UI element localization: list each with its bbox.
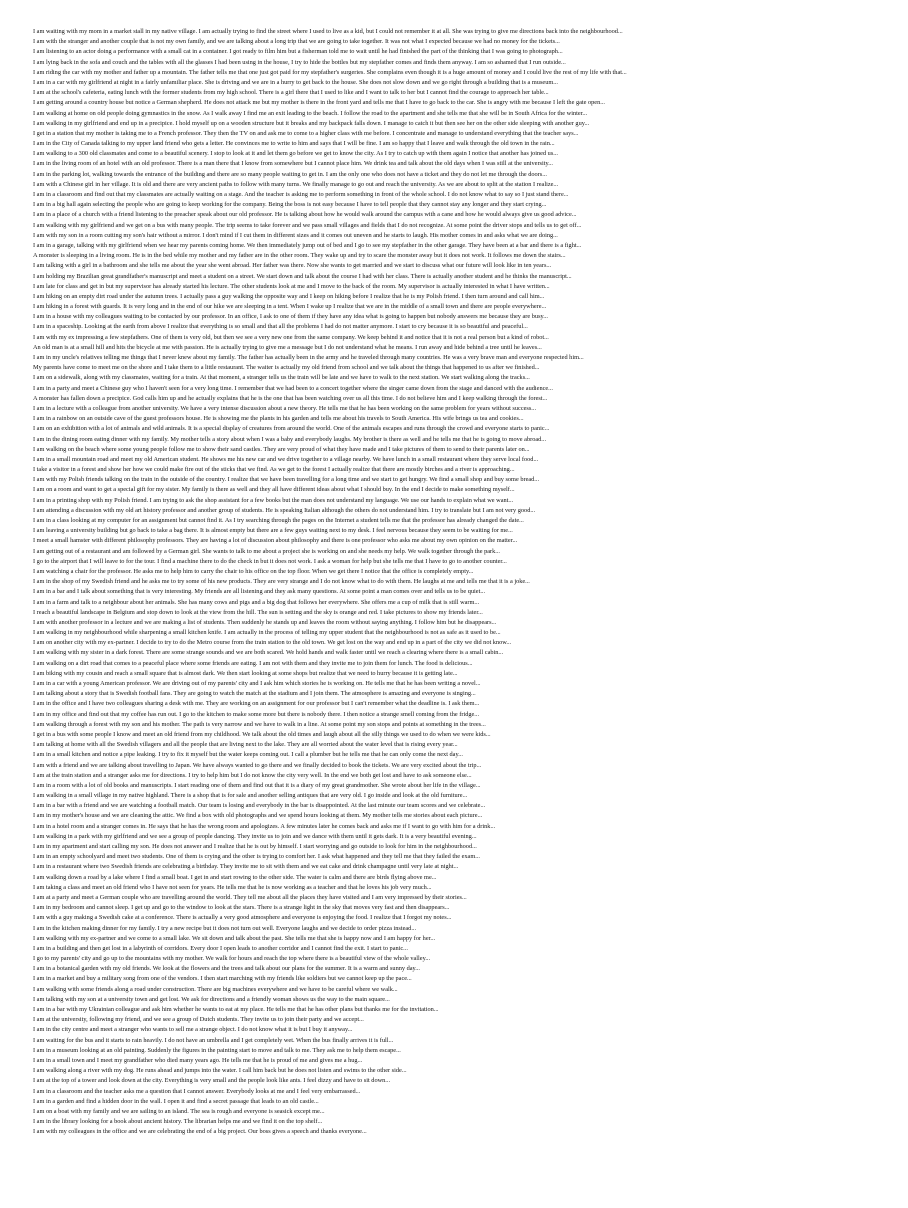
text-line: I am in an empty schoolyard and meet two students. One of them is crying and the other is trying to comfort her. I ask what happened and they tell me that they failed the exam... xyxy=(33,853,480,861)
text-line: I reach a beautiful landscape in Belgium and stop down to look at the view from the hill. The sun is setting and the sky is orange and red. I take pictures to show my friends later... xyxy=(33,608,483,616)
text-line: I am in the library looking for a book about ancient history. The librarian helps me and we find it on the top shelf... xyxy=(33,1118,323,1126)
text-line: I am in the kitchen making dinner for my family. I try a new recipe but it does not turn out well. Everyone laughs and we decide to order pizza instead... xyxy=(33,924,417,932)
text-line: I am in a building and then get lost in a labyrinth of corridors. Every door I open leads to another corridor and I cannot find the exit. I start to panic... xyxy=(33,944,408,952)
text-line: I am in a classroom and find out that my classmates are actually waiting on a stage. And the teacher is asking me to perform something in front of the whole school. I do not know what to say so I just stand there... xyxy=(33,191,569,198)
text-line: I am riding the car with my mother and father up a mountain. The father tells me that one just got paid for my stepfather's surgeries. She complains even though it is a huge amount of money and I could live the rest of my life with that... xyxy=(33,68,627,76)
text-line: I am in a car with a young American professor. We are driving out of my parents' city and I ask him which stories he is working on. He tells me that he has been writing a novel... xyxy=(33,680,481,687)
text-line: I am in a small mountain road and meet my old American student. He shows me his new car and we drive together to a village nearby. We have lunch in a small restaurant where they serve local food... xyxy=(33,455,539,463)
text-line: I am in the living room of an hotel with an old professor. There is a man there that I know from somewhere but I cannot place him. We drink tea and talk about the old days when I was still at the university... xyxy=(33,160,553,168)
text-line: I am in a museum looking at an old painting. Suddenly the figures in the painting start to move and talk to me. They ask me to help them escape... xyxy=(33,1046,401,1054)
text-line: I am walking through a forest with my son and his mother. The path is very narrow and we have to walk in a line. At some point my son stops and points at something in the trees... xyxy=(33,720,486,728)
text-line: I am in a garage, talking with my girlfriend when we hear my parents coming home. We then immediately jump out of bed and I go to see my stepfather in the other garage. They have been at a bar and there is a fight... xyxy=(33,241,582,249)
text-line: I am in a room with a lot of old books and manuscripts. I start reading one of them and find out that it is a diary of my great grandmother. She wrote about her life in the village... xyxy=(33,781,481,789)
text-line: A monster has fallen down a precipice. God calls him up and he actually explains that he is the one that has been watching over us all this time. I do not believe him and I keep walking through the forest... xyxy=(33,394,548,402)
text-line: I am walking in a park with my girlfriend and we see a group of people dancing. They invite us to join and we dance with them until it gets dark. It is a very beautiful evening... xyxy=(33,832,477,840)
text-line: I am in a party and meet a Chinese guy who I haven't seen for a very long time. I remember that we had been to a concert together where the singer came down from the stage and danced with the audience... xyxy=(33,384,553,392)
text-line: I am walking to a 300 old classmates and come to a beautiful scenery. I stop to look at it and let them go before we get to know the city. As I try to catch up with them again I notice that another has joined us... xyxy=(33,150,559,158)
text-line: I am walking in my girlfriend and end up in a precipice. I hold myself up on a wooden structure but it breaks and my backpack falls down. I manage to catch it but then see her on the other side sleeping with another guy... xyxy=(33,119,590,127)
text-line: I am getting around a country house but notice a German shepherd. He does not attack me but my mother is there in the front yard and tells me that I have to go back to the car. She is angry with me because I left the gate open... xyxy=(33,99,605,107)
text-line: I am with my Polish friends talking on the train in the outside of the country. I realize that we have been travelling for a long time and we start to get hungry. We find a small shop and buy some bread... xyxy=(33,476,540,484)
text-line: I am in a bar with a friend and we are watching a football match. Our team is losing and everybody in the bar is disappointed. At the last minute our team scores and we celebrate... xyxy=(33,802,486,810)
text-line: I am getting out of a restaurant and am followed by a German girl. She wants to talk to me about a project she is working on and she needs my help. We walk together through the park... xyxy=(33,547,500,555)
text-line: I meet a small hamster with different philosophy professors. They are having a lot of discussion about philosophy and there is one professor who asks me about my own opinion on the matter... xyxy=(33,537,518,545)
text-line: I am in a classroom and the teacher asks me a question that I cannot answer. Everybody looks at me and I feel very embarrassed... xyxy=(33,1087,361,1095)
text-line: I am with my colleagues in the office and we are celebrating the end of a big project. Our boss gives a speech and thanks everyone... xyxy=(33,1128,367,1136)
text-line: I am in a house with my colleagues waiting to be contacted by our professor. In an office, I ask to one of them if they have any idea what is going to happen but nobody answers me because they are busy... xyxy=(33,313,548,321)
text-line: I am in a printing shop with my Polish friend. I am trying to ask the shop assistant for a few books but the man does not understand my language. We use our hands to explain what we want... xyxy=(33,496,514,504)
text-line: I am biking with my cousin and reach a small square that is almost dark. We then start looking at some shops but realize that we need to hurry because it is getting late... xyxy=(33,669,458,677)
text-line: I am with a friend and we are talking about travelling to Japan. We have always wanted to go there and we finally decided to book the tickets. We are very excited about the trip... xyxy=(33,761,482,769)
text-line: I am attending a discussion with my old art history professor and another group of students. He is speaking Italian although the others do not understand him. I try to translate but I am not very good... xyxy=(33,506,536,514)
text-line: I get in a bus with some people I know and meet an old friend from my childhood. We talk about the old times and laugh about all the silly things we used to do when we were kids... xyxy=(33,730,491,738)
text-line: I am with my son in a room cutting my son's hair without a mirror. I don't mind if I cut them in different sizes and it comes out uneven and he starts to laugh. His mother comes in and asks what we are doing... xyxy=(33,231,558,239)
text-line: I am in a small town and I meet my grandfather who died many years ago. He tells me that he is proud of me and gives me a hug... xyxy=(33,1056,363,1064)
text-line: I am on a boat with my family and we are sailing to an island. The sea is rough and everyone is seasick except me... xyxy=(33,1107,325,1115)
text-line: I am in the City of Canada talking to my upper land friend who gets a letter. He convinces me to write to him and says that I will be fine. I am so happy that I leave and walk through the old town in the rain... xyxy=(33,140,555,148)
text-line: I am with another professor in a lecture and we are making a list of students. Then suddenly he stands up and leaves the room without saying anything. I follow him but he disappears... xyxy=(33,618,497,626)
text-line: I am walking with my girlfriend and we get on a bus with many people. The trip seems to take forever and we pass small villages and fields that I do not recognize. At some point the driver stops and tells us to get off... xyxy=(33,221,582,229)
text-line: I am in a car with my girlfriend at night in a fairly unfamiliar place. She is driving and we are in a hurry to get back to the house. She does not slow down and we go right through a building that is a museum... xyxy=(33,78,558,86)
text-line: I am at the university, following my friend, and we see a group of Dutch students. They invite us to join their party and we accept... xyxy=(33,1016,364,1024)
text-line: I am walking with my sister in a dark forest. There are some strange sounds and we are both scared. We hold hands and walk faster until we reach a clearing where there is a small cabin... xyxy=(33,649,504,657)
text-line: I am walking in a small village in my native highland. There is a shop that is for sale and another selling antiques that are very old. I go inside and look at the old furniture... xyxy=(33,792,468,800)
text-line: I am in the shop of my Swedish friend and he asks me to try some of his new products. They are very strange and I do not know what to do with them. He laughs at me and tells me that it is a joke... xyxy=(33,578,530,586)
text-line: I am in the parking lot, walking towards the entrance of the building and there are so many people waiting to get in. I am the only one who does not have a ticket and they do not let me through the doors... xyxy=(33,170,547,178)
text-line: I am taking a class and meet an old friend who I have not seen for years. He tells me that he is now working as a teacher and that he loves his job very much... xyxy=(33,883,432,891)
text-line: I go to my parents' city and go up to the mountains with my mother. We walk for hours and reach the top where there is a beautiful view of the whole valley... xyxy=(33,955,431,963)
text-line: I am at the top of a tower and look down at the city. Everything is very small and the people look like ants. I feel dizzy and have to sit down... xyxy=(33,1077,391,1085)
text-line: I am in a rainbow on an outside cave of the guest professors house. He is showing me the plants in his garden and tells me about his travels to South America. His wife brings us tea and cookies... xyxy=(33,415,524,423)
text-line: I am walking on a dirt road that comes to a peaceful place where some friends are eating. I am not with them and they invite me to join them for lunch. The food is delicious... xyxy=(33,659,473,667)
text-line: I am talking at home with all the Swedish villagers and all the people that are living next to the lake. They are all worried about the water level that is rising every year... xyxy=(33,741,458,749)
text-line: I am in my apartment and start calling my son. He does not answer and I realize that he is out by himself. I start worrying and go outside to look for him in the neighbourhood... xyxy=(33,843,477,850)
text-line: I am waiting with my mom in a market stall in my native village. I am actually trying to find the street where I used to live as a kid, but I could not remember it at all. She was trying to give me directions back into the neighbourhood... xyxy=(33,28,623,35)
text-line: I am in a market and buy a military song from one of the vendors. I then start marching with my friends like soldiers but we cannot keep up the pace... xyxy=(33,975,412,983)
text-line: I am in a big hall again selecting the people who are going to keep working for the company. Being the boss is not easy because I have to tell people that they cannot stay any longer and they start crying... xyxy=(33,201,547,209)
text-line: I am with my ex impressing a few stepfathers. One of them is very old, but then we see a very new one from the same company. We keep behind it and notice that it is not a real person but a kind of robot... xyxy=(33,333,549,341)
text-line: I am with a Chinese girl in her village. It is old and there are very ancient paths to follow with many turns. We finally manage to go out and reach the university. As we are about to split at the station I realize... xyxy=(33,180,559,188)
text-line: An old man is at a small hill and hits the bicycle at me with passion. He is actually trying to give me a message but I do not understand what he means. I run away and hide behind a tree until he leaves... xyxy=(33,343,542,351)
text-line: I am hiking on an empty dirt road under the autumn trees. I actually pass a guy walking the opposite way and I keep on hiking before I realize that he is my Polish friend. I then turn around and call him... xyxy=(33,292,545,300)
text-line: I am in a restaurant where two Swedish friends are celebrating a birthday. They invite me to sit with them and we eat cake and drink champagne until very late at night... xyxy=(33,863,459,871)
text-line: I am in a spaceship. Looking at the earth from above I realize that everything is so small and that all the problems I had do not matter anymore. I start to cry because it is so beautiful and peaceful... xyxy=(33,323,528,331)
text-line: I get in a station that my mother is taking me to a French professor. They then the TV on and ask me to come to a higher class with me before. I concentrate and manage to understand everything that the teacher says... xyxy=(33,129,579,137)
text-line: I am at a party and meet a German couple who are travelling around the world. They tell me about all the places they have visited and I am very impressed by their stories... xyxy=(33,893,467,901)
text-line: I am in a farm and talk to a neighbour about her animals. She has many cows and pigs and a big dog that follows her everywhere. She offers me a cup of milk that is still warm... xyxy=(33,598,480,606)
text-line: I go to the airport that I will leave to for the tour. I find a machine there to do the check in but it does not work. I ask a woman for help but she tells me that I have to go to another counter... xyxy=(33,557,507,565)
text-line: I am leaving a university building but go back to take a bag there. It is almost empty but there are a few guys waiting next to my desk. I feel nervous because they seem to be waiting for me... xyxy=(33,527,513,535)
text-line: I am in a garden and find a hidden door in the wall. I open it and find a secret passage that leads to an old castle... xyxy=(33,1097,319,1105)
text-line: I am holding my Brazilian great grandfather's manuscript and meet a student on a street. We start down and talk about the course I had with her class. There is actually another student and he thinks the manuscript... xyxy=(33,272,572,280)
text-line: I am in a bar and I talk about something that is very interesting. My friends are all listening and they ask many questions. At some point a man comes over and tells us to be quiet... xyxy=(33,588,486,596)
text-line: A monster is sleeping in a living room. He is in the bed while my mother and my father are in the other room. They wake up and try to scare the monster away but it does not work. It follows me down the stairs... xyxy=(33,252,566,260)
text-line: I am walking in my neighbourhood while sharpening a small kitchen knife. I am actually in the process of telling my upper student that the neighbourhood is not as safe as it used to be... xyxy=(33,629,501,637)
text-line: I am with the stranger and another couple that is not my own family, and we are talking about a long trip that we are going to take together. It was not what I expected because we had no money for the tickets... xyxy=(33,38,560,46)
text-line: I am talking with a girl in a bathroom and she tells me about the year she went abroad. Her father was there. Now she wants to get married and we start to discuss what our future will look like in ten years... xyxy=(33,262,552,270)
text-line: My parents have come to meet me on the shore and I take them to a little restaurant. The waiter is actually my old friend from school and we talk about the things that happened to us after we finished... xyxy=(33,364,540,372)
text-line: I am on another city with my ex-partner. I decide to try to do the Metro course from the train station to the old town. We get lost on the way and end up in a part of the city we did not know... xyxy=(33,639,512,647)
text-line: I am in a hotel room and a stranger comes in. He says that he has the wrong room and apologizes. A few minutes later he comes back and asks me if I want to go with him for a drink... xyxy=(33,822,496,830)
text-line: I am on a sidewalk, along with my classmates, waiting for a train. At that moment, a stranger tells us the train will be late and we have to walk to the next station. We start walking along the tracks... xyxy=(33,374,530,382)
text-line: I am in a lecture with a colleague from another university. We have a very intense discussion about a new theory. He tells me that he has been working on the same problem for years without success... xyxy=(33,404,537,412)
text-line: I take a visitor in a forest and show her how we could make fire out of the sticks that we find. As we get to the forest I actually realize that there are mostly birches and a river is approaching... xyxy=(33,466,515,474)
text-line: I am in a class looking at my computer for an assignment but cannot find it. As I try searching through the pages on the Internet a student tells me that the professor has already changed the date... xyxy=(33,517,524,524)
text-line: I am on a room and want to get a special gift for my sister. My family is there as well and they all have different ideas about what I should buy. In the end I decide to make something myself... xyxy=(33,486,515,494)
text-line: I am in my mother's house and we are cleaning the attic. We find a box with old photographs and we spend hours looking at them. My mother tells me stories about each picture... xyxy=(33,812,483,820)
text-line: I am at the train station and a stranger asks me for directions. I try to help him but I do not know the city very well. In the end we both get lost and have to ask someone else... xyxy=(33,771,472,779)
text-line: I am at the school's cafeteria, eating lunch with the former students from my high school. There is a girl there that I used to like and I want to talk to her but I cannot find the courage to approach her table... xyxy=(33,89,549,97)
text-line: I am walking down a road by a lake where I find a small boat. I get in and start rowing to the other side. The water is calm and there are birds flying above me... xyxy=(33,873,437,881)
text-line: I am lying back in the sofa and couch and the tables with all the glasses I had been using in the house, I try to hide the bottles but my stepfather comes and finds them anyway. I am so ashamed that I run outside... xyxy=(33,58,566,66)
text-line: I am in the dining room eating dinner with my family. My mother tells a story about when I was a baby and everybody laughs. My brother is there as well and he tells me that he is going to move abroad... xyxy=(33,435,547,443)
text-line: I am in my bedroom and cannot sleep. I get up and go to the window to look at the stars. There is a strange light in the sky that moves very fast and then disappears... xyxy=(33,904,450,912)
text-line: I am walking with some friends along a road under construction. There are big machines everywhere and we have to be careful where we walk... xyxy=(33,985,398,993)
text-line: I am in a place of a church with a friend listening to the preacher speak about our old professor. He is talking about how he would walk around the campus with a cane and how he would always give us good advice... xyxy=(33,211,577,219)
text-line: I am walking at home on old people doing gymnastics in the snow. As I walk away I find me an exit leading to the beach. I follow the road to the apartment and she tells me that she will be in South Africa for the winter... xyxy=(33,109,588,117)
text-line: I am listening to an actor doing a performance with a small cat in a container. I got ready to film him but a fisherman told me to wait until he had finished the part of the thinking that I was going to photograph... xyxy=(33,48,563,56)
text-line: I am in my uncle's relatives telling me things that I never knew about my family. The father has actually been in the army and he traveled through many countries. He was a very brave man and everyone respected him... xyxy=(33,354,584,361)
text-line: I am walking with my ex-partner and we come to a small lake. We sit down and talk about the past. She tells me that she is happy now and I am happy for her... xyxy=(33,934,436,942)
text-line: I am on an exhibition with a lot of animals and wild animals. It is a special display of creatures from around the world. One of the animals escapes and runs through the crowd and everyone starts to panic... xyxy=(33,425,550,433)
text-line: I am with a guy making a Swedish cake at a conference. There is actually a very good atmosphere and everyone is enjoying the food. I realize that I forgot my notes... xyxy=(33,914,452,922)
text-line: I am watching a chair for the professor. He asks me to help him to carry the chair to his office on the top floor. When we get there I notice that the office is completely empty... xyxy=(33,567,474,575)
text-line: I am walking along a river with my dog. He runs ahead and jumps into the water. I call him back but he does not listen and swims to the other side... xyxy=(33,1067,407,1075)
text-line: I am walking on the beach where some young people follow me to show their sand castles. They are very proud of what they have made and I take pictures of them to send to their parents later on... xyxy=(33,445,530,453)
text-line: I am in my office and find out that my coffee has run out. I go to the kitchen to make some more but there is nobody there. I then notice a strange smell coming from the fridge... xyxy=(33,710,480,718)
text-line: I am in a small kitchen and notice a pipe leaking. I try to fix it myself but the water keeps coming out. I call a plumber but he tells me that he can only come the next day... xyxy=(33,751,463,759)
text-line: I am hiking in a forest with guards. It is very long and in the end of our hike we are sleeping in a tent. When I wake up I realize that we are in the middle of a small town and there are people everywhere... xyxy=(33,303,547,311)
dream-journal-text xyxy=(33,27,879,1189)
text-line: I am in the city centre and meet a stranger who wants to sell me a strange object. I do not know what it is but I buy it anyway... xyxy=(33,1026,353,1034)
text-line: I am waiting for the bus and it starts to rain heavily. I do not have an umbrella and I get completely wet. When the bus finally arrives it is full... xyxy=(33,1036,394,1044)
text-line: I am in a botanical garden with my old friends. We look at the flowers and the trees and talk about our plans for the summer. It is a warm and sunny day... xyxy=(33,965,420,973)
text-line: I am talking with my son at a university town and get lost. We ask for directions and a friendly woman shows us the way to the main square... xyxy=(33,995,390,1003)
text-line: I am late for class and get in but my supervisor has already started his lecture. The other students look at me and I move to the back of the room. My supervisor is actually interested in what I have written... xyxy=(33,282,550,290)
text-line: I am in the office and I have two colleagues sharing a desk with me. They are working on an assignment for our professor but I can't remember what the deadline is. I ask them... xyxy=(33,700,480,708)
text-line: I am talking about a story that is Swedish football fans. They are going to watch the match at the stadium and I join them. The atmosphere is amazing and everyone is singing... xyxy=(33,690,476,698)
text-line: I am in a bar with my Ukrainian colleague and ask him whether he wants to eat at my place. He tells me that he has other plans but thanks me for the invitation... xyxy=(33,1006,439,1013)
